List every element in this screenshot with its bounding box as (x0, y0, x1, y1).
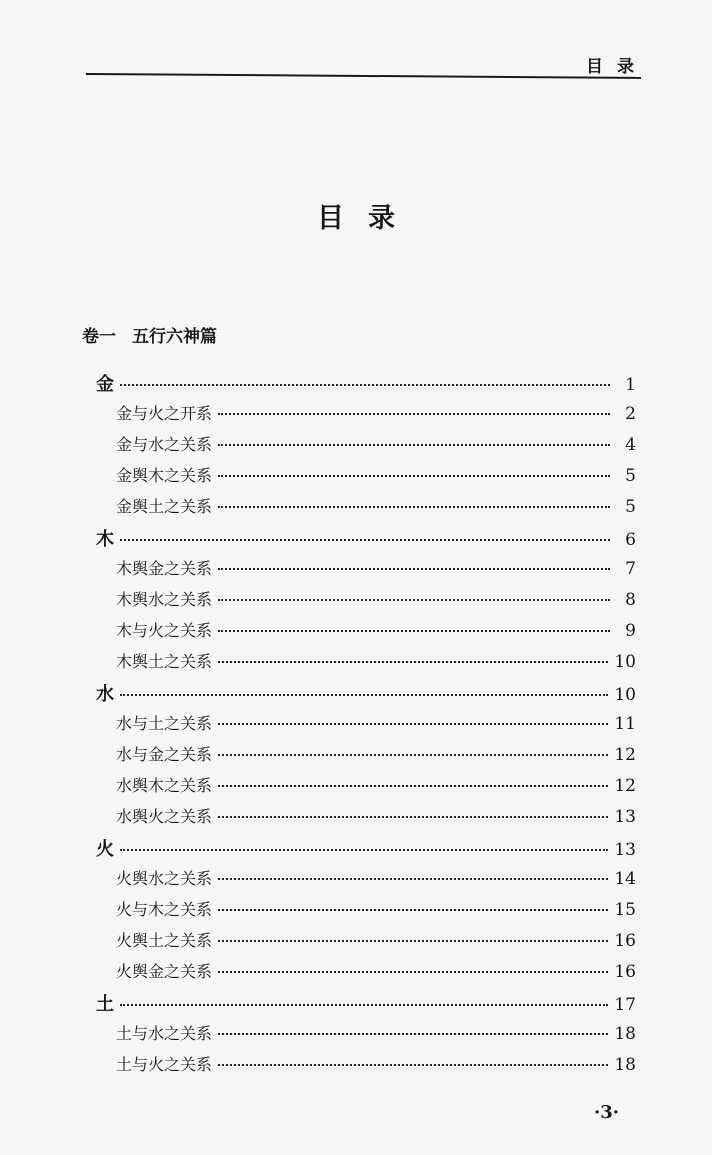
toc-entry-page: 17 (614, 995, 636, 1015)
dot-leader (120, 384, 610, 386)
toc-entry-label: 火与木之关系 (116, 900, 213, 919)
toc-entry[interactable] (96, 866, 636, 897)
toc-entry-label: 木舆水之关系 (116, 590, 213, 609)
toc-entry-label: 火舆金之关系 (116, 962, 213, 981)
toc-entry[interactable] (96, 742, 636, 773)
toc-entry-page: 12 (614, 776, 636, 796)
toc-entry-page: 2 (625, 404, 636, 424)
toc-entry[interactable] (96, 959, 636, 990)
toc-entry[interactable] (96, 897, 636, 928)
toc-entry-label: 水与土之关系 (116, 714, 213, 733)
dot-leader (120, 849, 608, 851)
toc-entry[interactable] (96, 587, 636, 618)
header-rule (86, 73, 641, 79)
toc-entry[interactable] (96, 370, 636, 401)
toc-entry[interactable] (96, 618, 636, 649)
dot-leader (218, 785, 608, 787)
toc-entry-page: 7 (625, 559, 636, 579)
toc-entry-page: 16 (614, 962, 636, 982)
dot-leader (120, 1004, 608, 1006)
toc-entry-page: 14 (614, 869, 636, 889)
toc-entry-page: 9 (625, 621, 636, 641)
page-title: 目录 (317, 203, 419, 234)
toc-entry-label: 水舆火之关系 (116, 807, 213, 826)
toc-entry-label: 火 (96, 839, 114, 860)
dot-leader (218, 599, 610, 601)
toc-entry-label: 水舆木之关系 (116, 776, 213, 795)
toc-entry-label: 金与水之关系 (116, 435, 213, 454)
toc-entry-page: 5 (625, 466, 636, 486)
toc-entry-page: 10 (614, 685, 636, 705)
toc-entry-page: 10 (614, 652, 636, 672)
toc-entry-page: 8 (625, 590, 636, 610)
dot-leader (218, 971, 608, 973)
toc-entry-page: 15 (614, 900, 636, 920)
toc-entry[interactable] (96, 525, 636, 556)
toc-entry-label: 木舆金之关系 (116, 559, 213, 578)
toc-entry-page: 4 (625, 435, 636, 455)
toc-entry-label: 金 (96, 374, 114, 395)
toc-entry-page: 16 (614, 931, 636, 951)
toc-entry-label: 木 (96, 529, 114, 550)
toc-entry-label: 土与火之关系 (116, 1055, 213, 1074)
toc-entry[interactable] (96, 1021, 636, 1052)
toc-entry[interactable] (96, 401, 636, 432)
toc-entry[interactable] (96, 680, 636, 711)
toc-entry-page: 12 (614, 745, 636, 765)
table-of-contents (96, 370, 636, 1083)
toc-entry-label: 金舆木之关系 (116, 466, 213, 485)
dot-leader (120, 539, 610, 541)
toc-entry[interactable] (96, 711, 636, 742)
toc-entry-label: 水 (96, 684, 114, 705)
toc-entry-page: 18 (614, 1024, 636, 1044)
toc-entry-page: 5 (625, 497, 636, 517)
toc-entry-label: 土 (96, 994, 114, 1015)
toc-entry-page: 13 (614, 840, 636, 860)
dot-leader (218, 630, 610, 632)
dot-leader (218, 1033, 608, 1035)
toc-entry[interactable] (96, 804, 636, 835)
dot-leader (218, 940, 608, 942)
dot-leader (218, 506, 610, 508)
page-number: ·3· (594, 1102, 620, 1123)
toc-entry-label: 木舆土之关系 (116, 652, 213, 671)
toc-entry[interactable] (96, 432, 636, 463)
toc-entry-label: 金与火之开系 (116, 404, 213, 423)
dot-leader (218, 568, 610, 570)
volume-title: 五行六神篇 (132, 327, 217, 347)
toc-entry-page: 11 (614, 714, 636, 734)
toc-entry-label: 火舆水之关系 (116, 869, 213, 888)
toc-entry[interactable] (96, 556, 636, 587)
toc-entry-page: 1 (625, 375, 636, 395)
dot-leader (218, 1064, 608, 1066)
toc-entry-label: 水与金之关系 (116, 745, 213, 764)
dot-leader (120, 694, 608, 696)
toc-entry-label: 火舆土之关系 (116, 931, 213, 950)
toc-entry[interactable] (96, 835, 636, 866)
toc-entry-label: 土与水之关系 (116, 1024, 213, 1043)
toc-entry[interactable] (96, 928, 636, 959)
toc-entry[interactable] (96, 463, 636, 494)
toc-entry[interactable] (96, 1052, 636, 1083)
dot-leader (218, 444, 610, 446)
volume-number: 卷一 (82, 327, 116, 347)
toc-entry-label: 木与火之关系 (116, 621, 213, 640)
toc-entry-page: 18 (614, 1055, 636, 1075)
toc-entry[interactable] (96, 990, 636, 1021)
dot-leader (218, 475, 610, 477)
dot-leader (218, 878, 608, 880)
dot-leader (218, 661, 608, 663)
toc-entry[interactable] (96, 773, 636, 804)
dot-leader (218, 754, 608, 756)
toc-entry[interactable] (96, 494, 636, 525)
toc-entry[interactable] (96, 649, 636, 680)
toc-entry-page: 13 (614, 807, 636, 827)
dot-leader (218, 816, 608, 818)
toc-entry-page: 6 (625, 530, 636, 550)
dot-leader (218, 909, 608, 911)
volume-heading (82, 322, 217, 347)
running-head: 目录 (586, 57, 648, 77)
dot-leader (218, 413, 610, 415)
toc-entry-label: 金舆土之关系 (116, 497, 213, 516)
dot-leader (218, 723, 608, 725)
